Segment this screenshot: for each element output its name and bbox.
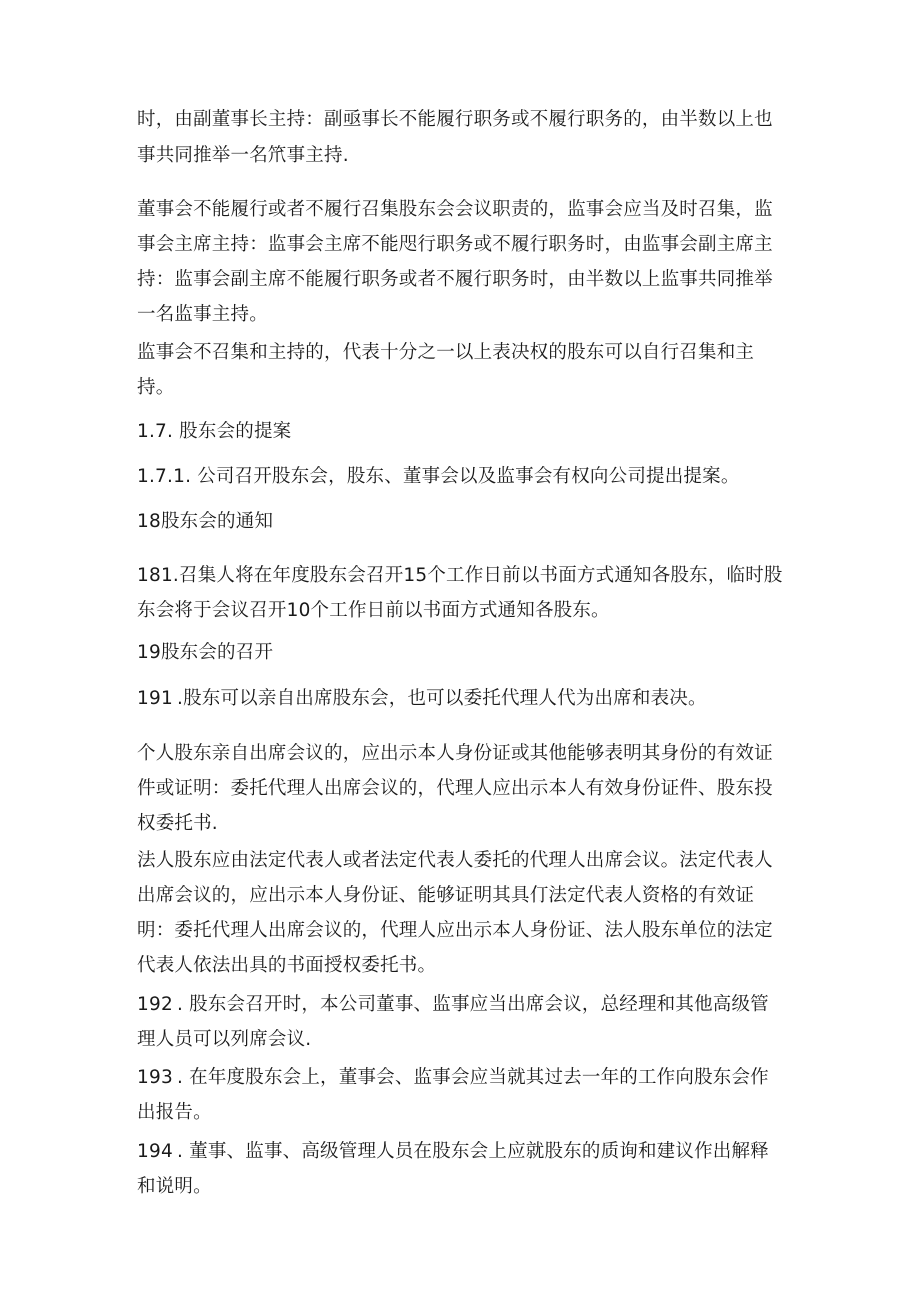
numbered-line: [137, 687, 707, 711]
text-line: 监事会不召集和主持的，代表十分之一以上表决权的股东可以自行召集和主: [137, 342, 755, 363]
clause-text: . 在年度股东会上，董事会、监事会应当就其过去一年的工作向股东会作: [177, 1067, 769, 1088]
text-line: 事会主席主持：监事会主席不能咫行职务或不履行职务时，由监事会副主席主: [137, 234, 773, 255]
text-line: 和说明。: [137, 1176, 212, 1197]
section-heading: 1.7. 股东会的提案: [137, 421, 292, 442]
text-line: 东会将于会议召开10个工作日前以书面方式通知各股东。: [137, 600, 610, 621]
text-line: 件或证明：委托代理人出席会议的，代理人应出示本人有效身份证件、股东投: [137, 778, 773, 799]
text-line: 理人员可以列席会议.: [137, 1029, 312, 1050]
text-line: 181.召集人将在年度股东会召开15个工作日前以书面方式通知各股东，临时股: [137, 565, 783, 586]
clause-text: . 董事、监事、高级管理人员在股东会上应就股东的质询和建议作出解释: [177, 1141, 769, 1162]
text-line: 出席会议的，应出示本人身份证、能够证明其具仃法定代表人资格的有效证: [137, 885, 755, 906]
numbered-line: [137, 993, 769, 1017]
clause-number: 192: [137, 994, 173, 1015]
text-line: 权委托书.: [137, 813, 218, 834]
clause-number: 193: [137, 1067, 173, 1088]
text-line: 1.7.1. 公司召开股东会，股东、董事会以及监事会有权向公司提出提案。: [137, 466, 740, 487]
clause-number: 191: [137, 688, 173, 709]
section-heading: 18股东会的通知: [137, 511, 274, 532]
clause-number: 194: [137, 1141, 173, 1162]
text-line: 持：监事会副主席不能履行职务或者不履行职务时，由半数以上监事共同推举: [137, 269, 773, 290]
text-line: 持。: [137, 377, 175, 398]
text-line: 董事会不能履行或者不履行召集股东会会议职责的，监事会应当及时召集，监: [137, 199, 773, 220]
numbered-line: [137, 1066, 769, 1090]
text-line: 代表人依法出具的书面授权委托书。: [137, 955, 437, 976]
clause-text: .股东可以亲自出席股东会，也可以委托代理人代为出席和表决。: [177, 688, 707, 709]
clause-text: . 股东会召开时，本公司董事、监事应当出席会议，总经理和其他高级管: [177, 994, 769, 1015]
text-line: 个人股东亲自出席会议的，应出示本人身份证或其他能够表明其身份的有效证: [137, 743, 773, 764]
text-line: 出报告。: [137, 1102, 212, 1123]
numbered-line: [137, 1140, 769, 1164]
text-line: 事共同推举一名笊事主持.: [137, 145, 349, 166]
text-line: 明：委托代理人出席会议的，代理人应出示本人身份证、法人股东单位的法定: [137, 920, 773, 941]
section-heading: 19股东会的召开: [137, 642, 274, 663]
text-line: 法人股东应由法定代表人或者法定代表人委托的代理人出席会议。法定代表人: [137, 850, 773, 871]
text-line: 时，由副董事长主持：副亟事长不能履行职务或不履行职务的，由半数以上也: [137, 109, 773, 130]
text-line: 一名监事主持。: [137, 304, 268, 325]
